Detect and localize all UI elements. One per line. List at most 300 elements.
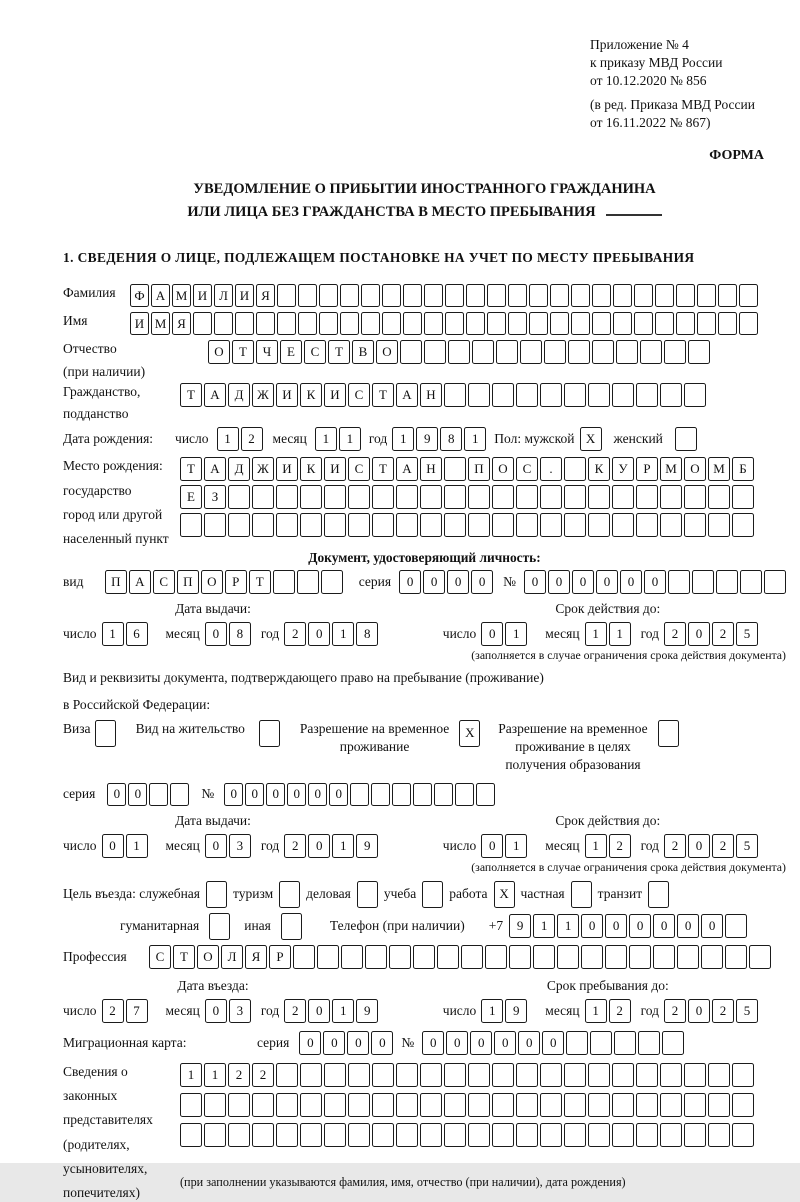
- temp-residence-edu-checkbox[interactable]: [658, 720, 679, 747]
- form-cell[interactable]: [276, 485, 298, 509]
- form-cell[interactable]: 2: [284, 834, 306, 858]
- form-cell[interactable]: [448, 340, 470, 364]
- form-cell[interactable]: [444, 513, 466, 537]
- form-cell[interactable]: [348, 513, 370, 537]
- form-cell[interactable]: [588, 513, 610, 537]
- form-cell[interactable]: [634, 312, 653, 335]
- form-cell[interactable]: [424, 312, 443, 335]
- form-cell[interactable]: [277, 284, 296, 307]
- form-cell[interactable]: [708, 1063, 730, 1087]
- form-cell[interactable]: [389, 945, 411, 969]
- form-cell[interactable]: 0: [470, 1031, 492, 1055]
- form-cell[interactable]: [629, 945, 651, 969]
- residence-permit-checkbox[interactable]: [259, 720, 280, 747]
- form-cell[interactable]: [739, 312, 758, 335]
- form-cell[interactable]: [732, 513, 754, 537]
- form-cell[interactable]: Т: [328, 340, 350, 364]
- form-cell[interactable]: [516, 383, 538, 407]
- form-cell[interactable]: [252, 485, 274, 509]
- form-cell[interactable]: [616, 340, 638, 364]
- form-cell[interactable]: [564, 1123, 586, 1147]
- form-cell[interactable]: [444, 1063, 466, 1087]
- form-cell[interactable]: Ч: [256, 340, 278, 364]
- form-cell[interactable]: [228, 485, 250, 509]
- form-cell[interactable]: О: [208, 340, 230, 364]
- form-cell[interactable]: [684, 1063, 706, 1087]
- form-cell[interactable]: [424, 284, 443, 307]
- form-cell[interactable]: [636, 513, 658, 537]
- form-cell[interactable]: [228, 513, 250, 537]
- form-cell[interactable]: Ж: [252, 457, 274, 481]
- form-cell[interactable]: Р: [636, 457, 658, 481]
- form-cell[interactable]: [298, 312, 317, 335]
- sex-female-checkbox[interactable]: [675, 427, 697, 451]
- form-cell[interactable]: 6: [126, 622, 148, 646]
- form-cell[interactable]: А: [396, 457, 418, 481]
- form-cell[interactable]: И: [324, 383, 346, 407]
- form-cell[interactable]: 8: [356, 622, 378, 646]
- form-cell[interactable]: [204, 513, 226, 537]
- form-cell[interactable]: [749, 945, 771, 969]
- form-cell[interactable]: [516, 1123, 538, 1147]
- form-cell[interactable]: [675, 427, 697, 451]
- form-cell[interactable]: [732, 485, 754, 509]
- form-cell[interactable]: [612, 1093, 634, 1117]
- purpose-transit-checkbox[interactable]: [648, 881, 669, 908]
- form-cell[interactable]: М: [151, 312, 170, 335]
- form-cell[interactable]: [708, 485, 730, 509]
- form-cell[interactable]: [697, 284, 716, 307]
- form-cell[interactable]: [708, 513, 730, 537]
- form-cell[interactable]: [204, 1093, 226, 1117]
- form-cell[interactable]: 0: [128, 783, 147, 806]
- form-cell[interactable]: [300, 1093, 322, 1117]
- form-cell[interactable]: [718, 312, 737, 335]
- form-cell[interactable]: [732, 1093, 754, 1117]
- form-cell[interactable]: Р: [225, 570, 247, 594]
- form-cell[interactable]: О: [684, 457, 706, 481]
- form-cell[interactable]: 1: [217, 427, 239, 451]
- form-cell[interactable]: Ф: [130, 284, 149, 307]
- form-cell[interactable]: 0: [347, 1031, 369, 1055]
- form-cell[interactable]: У: [612, 457, 634, 481]
- form-cell[interactable]: [588, 1123, 610, 1147]
- form-cell[interactable]: [170, 783, 189, 806]
- form-cell[interactable]: 3: [229, 999, 251, 1023]
- form-cell[interactable]: [420, 1093, 442, 1117]
- form-cell[interactable]: [468, 1093, 490, 1117]
- form-cell[interactable]: [293, 945, 315, 969]
- form-cell[interactable]: 0: [102, 834, 124, 858]
- form-cell[interactable]: [485, 945, 507, 969]
- form-cell[interactable]: 0: [205, 622, 227, 646]
- form-cell[interactable]: Л: [221, 945, 243, 969]
- form-cell[interactable]: [300, 513, 322, 537]
- form-cell[interactable]: [540, 1093, 562, 1117]
- form-cell[interactable]: 2: [228, 1063, 250, 1087]
- form-cell[interactable]: [708, 1123, 730, 1147]
- purpose-official-checkbox[interactable]: [206, 881, 227, 908]
- form-cell[interactable]: [424, 340, 446, 364]
- form-cell[interactable]: [324, 1093, 346, 1117]
- form-cell[interactable]: 0: [548, 570, 570, 594]
- form-cell[interactable]: [660, 383, 682, 407]
- form-cell[interactable]: [445, 312, 464, 335]
- form-cell[interactable]: К: [300, 457, 322, 481]
- form-cell[interactable]: [461, 945, 483, 969]
- form-cell[interactable]: 0: [371, 1031, 393, 1055]
- form-cell[interactable]: [487, 284, 506, 307]
- form-cell[interactable]: Д: [228, 457, 250, 481]
- form-cell[interactable]: [206, 881, 227, 908]
- form-cell[interactable]: [324, 1063, 346, 1087]
- form-cell[interactable]: [298, 284, 317, 307]
- form-cell[interactable]: [658, 720, 679, 747]
- form-cell[interactable]: [277, 312, 296, 335]
- form-cell[interactable]: 0: [308, 834, 330, 858]
- form-cell[interactable]: [660, 513, 682, 537]
- form-cell[interactable]: 1: [339, 427, 361, 451]
- form-cell[interactable]: Л: [214, 284, 233, 307]
- form-cell[interactable]: X: [494, 881, 515, 908]
- form-cell[interactable]: [688, 340, 710, 364]
- form-cell[interactable]: [492, 383, 514, 407]
- form-cell[interactable]: 5: [736, 622, 758, 646]
- form-cell[interactable]: [571, 881, 592, 908]
- form-cell[interactable]: [396, 1063, 418, 1087]
- form-cell[interactable]: [508, 312, 527, 335]
- form-cell[interactable]: [252, 1093, 274, 1117]
- form-cell[interactable]: [300, 485, 322, 509]
- form-cell[interactable]: Н: [420, 457, 442, 481]
- form-cell[interactable]: 0: [447, 570, 469, 594]
- form-cell[interactable]: [372, 485, 394, 509]
- form-cell[interactable]: [732, 1063, 754, 1087]
- form-cell[interactable]: [540, 485, 562, 509]
- form-cell[interactable]: 1: [533, 914, 555, 938]
- form-cell[interactable]: [476, 783, 495, 806]
- form-cell[interactable]: [403, 284, 422, 307]
- form-cell[interactable]: [149, 783, 168, 806]
- form-cell[interactable]: Т: [372, 383, 394, 407]
- form-cell[interactable]: П: [468, 457, 490, 481]
- form-cell[interactable]: 1: [332, 622, 354, 646]
- form-cell[interactable]: [668, 570, 690, 594]
- form-cell[interactable]: [256, 312, 275, 335]
- form-cell[interactable]: [365, 945, 387, 969]
- form-cell[interactable]: [581, 945, 603, 969]
- form-cell[interactable]: [613, 312, 632, 335]
- form-cell[interactable]: 9: [356, 999, 378, 1023]
- form-cell[interactable]: [571, 284, 590, 307]
- form-cell[interactable]: 0: [481, 622, 503, 646]
- form-cell[interactable]: [444, 485, 466, 509]
- form-cell[interactable]: 0: [644, 570, 666, 594]
- form-cell[interactable]: 1: [332, 834, 354, 858]
- form-cell[interactable]: [350, 783, 369, 806]
- form-cell[interactable]: [550, 312, 569, 335]
- form-cell[interactable]: 0: [245, 783, 264, 806]
- form-cell[interactable]: 3: [229, 834, 251, 858]
- form-cell[interactable]: [684, 485, 706, 509]
- form-cell[interactable]: [588, 1093, 610, 1117]
- form-cell[interactable]: [634, 284, 653, 307]
- form-cell[interactable]: 0: [629, 914, 651, 938]
- form-cell[interactable]: [444, 1093, 466, 1117]
- form-cell[interactable]: 2: [284, 999, 306, 1023]
- form-cell[interactable]: [324, 485, 346, 509]
- form-cell[interactable]: 2: [712, 834, 734, 858]
- form-cell[interactable]: 2: [102, 999, 124, 1023]
- form-cell[interactable]: [653, 945, 675, 969]
- form-cell[interactable]: Я: [172, 312, 191, 335]
- form-cell[interactable]: 2: [712, 999, 734, 1023]
- form-cell[interactable]: [273, 570, 295, 594]
- form-cell[interactable]: [764, 570, 786, 594]
- form-cell[interactable]: 2: [609, 999, 631, 1023]
- form-cell[interactable]: [508, 284, 527, 307]
- phone-cells[interactable]: [509, 914, 747, 938]
- form-cell[interactable]: [396, 513, 418, 537]
- form-cell[interactable]: М: [708, 457, 730, 481]
- form-cell[interactable]: 0: [323, 1031, 345, 1055]
- form-cell[interactable]: 0: [205, 999, 227, 1023]
- form-cell[interactable]: [466, 284, 485, 307]
- form-cell[interactable]: [648, 881, 669, 908]
- form-cell[interactable]: [564, 513, 586, 537]
- form-cell[interactable]: Е: [280, 340, 302, 364]
- form-cell[interactable]: [701, 945, 723, 969]
- form-cell[interactable]: О: [376, 340, 398, 364]
- form-cell[interactable]: 9: [505, 999, 527, 1023]
- form-cell[interactable]: [252, 1123, 274, 1147]
- form-cell[interactable]: 1: [481, 999, 503, 1023]
- form-cell[interactable]: [725, 945, 747, 969]
- purpose-private-checkbox[interactable]: [571, 881, 592, 908]
- form-cell[interactable]: М: [172, 284, 191, 307]
- form-cell[interactable]: [540, 383, 562, 407]
- form-cell[interactable]: Б: [732, 457, 754, 481]
- form-cell[interactable]: [400, 340, 422, 364]
- form-cell[interactable]: [492, 1123, 514, 1147]
- form-cell[interactable]: Р: [269, 945, 291, 969]
- form-cell[interactable]: 2: [664, 999, 686, 1023]
- form-cell[interactable]: 0: [329, 783, 348, 806]
- form-cell[interactable]: [725, 914, 747, 938]
- form-cell[interactable]: [372, 1093, 394, 1117]
- form-cell[interactable]: [235, 312, 254, 335]
- form-cell[interactable]: [252, 513, 274, 537]
- form-cell[interactable]: С: [516, 457, 538, 481]
- form-cell[interactable]: [319, 284, 338, 307]
- form-cell[interactable]: [413, 945, 435, 969]
- form-cell[interactable]: [592, 312, 611, 335]
- form-cell[interactable]: 1: [315, 427, 337, 451]
- form-cell[interactable]: .: [540, 457, 562, 481]
- form-cell[interactable]: [276, 1093, 298, 1117]
- form-cell[interactable]: [516, 1063, 538, 1087]
- form-cell[interactable]: И: [324, 457, 346, 481]
- form-cell[interactable]: 9: [416, 427, 438, 451]
- form-cell[interactable]: 0: [542, 1031, 564, 1055]
- form-cell[interactable]: [420, 1063, 442, 1087]
- form-cell[interactable]: [392, 783, 411, 806]
- form-cell[interactable]: 0: [308, 783, 327, 806]
- form-cell[interactable]: [613, 284, 632, 307]
- form-cell[interactable]: [492, 513, 514, 537]
- purpose-study-checkbox[interactable]: [422, 881, 443, 908]
- form-cell[interactable]: [564, 383, 586, 407]
- form-cell[interactable]: [740, 570, 762, 594]
- form-cell[interactable]: [420, 1123, 442, 1147]
- form-cell[interactable]: 0: [524, 570, 546, 594]
- form-cell[interactable]: [466, 312, 485, 335]
- form-cell[interactable]: К: [588, 457, 610, 481]
- form-cell[interactable]: 1: [102, 622, 124, 646]
- form-cell[interactable]: [684, 383, 706, 407]
- form-cell[interactable]: 2: [284, 622, 306, 646]
- form-cell[interactable]: [592, 340, 614, 364]
- form-cell[interactable]: [676, 284, 695, 307]
- form-cell[interactable]: 8: [440, 427, 462, 451]
- form-cell[interactable]: М: [660, 457, 682, 481]
- form-cell[interactable]: [214, 312, 233, 335]
- form-cell[interactable]: [472, 340, 494, 364]
- form-cell[interactable]: [612, 1063, 634, 1087]
- form-cell[interactable]: [396, 1093, 418, 1117]
- form-cell[interactable]: [445, 284, 464, 307]
- form-cell[interactable]: [180, 1093, 202, 1117]
- form-cell[interactable]: [468, 513, 490, 537]
- form-cell[interactable]: А: [396, 383, 418, 407]
- form-cell[interactable]: 1: [464, 427, 486, 451]
- form-cell[interactable]: [300, 1063, 322, 1087]
- form-cell[interactable]: [228, 1093, 250, 1117]
- form-cell[interactable]: Я: [245, 945, 267, 969]
- form-cell[interactable]: [324, 1123, 346, 1147]
- form-cell[interactable]: 0: [287, 783, 306, 806]
- form-cell[interactable]: Т: [173, 945, 195, 969]
- form-cell[interactable]: Д: [228, 383, 250, 407]
- form-cell[interactable]: [468, 383, 490, 407]
- form-cell[interactable]: 1: [392, 427, 414, 451]
- form-cell[interactable]: [259, 720, 280, 747]
- form-cell[interactable]: 1: [332, 999, 354, 1023]
- form-cell[interactable]: X: [580, 427, 602, 451]
- form-cell[interactable]: [413, 783, 432, 806]
- form-cell[interactable]: 0: [581, 914, 603, 938]
- form-cell[interactable]: Е: [180, 485, 202, 509]
- form-cell[interactable]: И: [235, 284, 254, 307]
- form-cell[interactable]: [492, 485, 514, 509]
- form-cell[interactable]: [444, 383, 466, 407]
- form-cell[interactable]: [718, 284, 737, 307]
- form-cell[interactable]: [209, 913, 230, 940]
- form-cell[interactable]: 0: [688, 622, 710, 646]
- form-cell[interactable]: [684, 1123, 706, 1147]
- form-cell[interactable]: 0: [205, 834, 227, 858]
- form-cell[interactable]: [636, 1123, 658, 1147]
- form-cell[interactable]: [605, 945, 627, 969]
- form-cell[interactable]: [544, 340, 566, 364]
- form-cell[interactable]: 0: [308, 999, 330, 1023]
- form-cell[interactable]: [588, 383, 610, 407]
- form-cell[interactable]: 0: [620, 570, 642, 594]
- form-cell[interactable]: [422, 881, 443, 908]
- form-cell[interactable]: [371, 783, 390, 806]
- form-cell[interactable]: П: [177, 570, 199, 594]
- form-cell[interactable]: [636, 1063, 658, 1087]
- form-cell[interactable]: 0: [446, 1031, 468, 1055]
- form-cell[interactable]: [676, 312, 695, 335]
- form-cell[interactable]: [348, 1093, 370, 1117]
- form-cell[interactable]: С: [149, 945, 171, 969]
- form-cell[interactable]: [437, 945, 459, 969]
- form-cell[interactable]: О: [197, 945, 219, 969]
- form-cell[interactable]: О: [201, 570, 223, 594]
- form-cell[interactable]: 0: [422, 1031, 444, 1055]
- form-cell[interactable]: [420, 485, 442, 509]
- form-cell[interactable]: [636, 383, 658, 407]
- form-cell[interactable]: [564, 1093, 586, 1117]
- form-cell[interactable]: [317, 945, 339, 969]
- form-cell[interactable]: [204, 1123, 226, 1147]
- form-cell[interactable]: В: [352, 340, 374, 364]
- form-cell[interactable]: 7: [126, 999, 148, 1023]
- form-cell[interactable]: [372, 1123, 394, 1147]
- form-cell[interactable]: А: [129, 570, 151, 594]
- form-cell[interactable]: [655, 284, 674, 307]
- form-cell[interactable]: [180, 1123, 202, 1147]
- form-cell[interactable]: [684, 513, 706, 537]
- form-cell[interactable]: 5: [736, 999, 758, 1023]
- form-cell[interactable]: [276, 1063, 298, 1087]
- form-cell[interactable]: 0: [518, 1031, 540, 1055]
- form-cell[interactable]: [340, 284, 359, 307]
- form-cell[interactable]: 1: [609, 622, 631, 646]
- form-cell[interactable]: [664, 340, 686, 364]
- form-cell[interactable]: С: [348, 457, 370, 481]
- form-cell[interactable]: [509, 945, 531, 969]
- form-cell[interactable]: [487, 312, 506, 335]
- form-cell[interactable]: 0: [605, 914, 627, 938]
- form-cell[interactable]: [279, 881, 300, 908]
- form-cell[interactable]: Н: [420, 383, 442, 407]
- form-cell[interactable]: 1: [585, 622, 607, 646]
- form-cell[interactable]: [588, 485, 610, 509]
- form-cell[interactable]: [95, 720, 116, 747]
- form-cell[interactable]: [468, 1123, 490, 1147]
- form-cell[interactable]: 9: [509, 914, 531, 938]
- form-cell[interactable]: [684, 1093, 706, 1117]
- form-cell[interactable]: [557, 945, 579, 969]
- form-cell[interactable]: 1: [585, 834, 607, 858]
- form-cell[interactable]: П: [105, 570, 127, 594]
- form-cell[interactable]: Т: [180, 383, 202, 407]
- form-cell[interactable]: З: [204, 485, 226, 509]
- form-cell[interactable]: [468, 485, 490, 509]
- purpose-business-checkbox[interactable]: [357, 881, 378, 908]
- form-cell[interactable]: [516, 1093, 538, 1117]
- form-cell[interactable]: [193, 312, 212, 335]
- form-cell[interactable]: [660, 485, 682, 509]
- form-cell[interactable]: [434, 783, 453, 806]
- form-cell[interactable]: [592, 284, 611, 307]
- form-cell[interactable]: И: [130, 312, 149, 335]
- form-cell[interactable]: [444, 457, 466, 481]
- form-cell[interactable]: 0: [471, 570, 493, 594]
- form-cell[interactable]: [455, 783, 474, 806]
